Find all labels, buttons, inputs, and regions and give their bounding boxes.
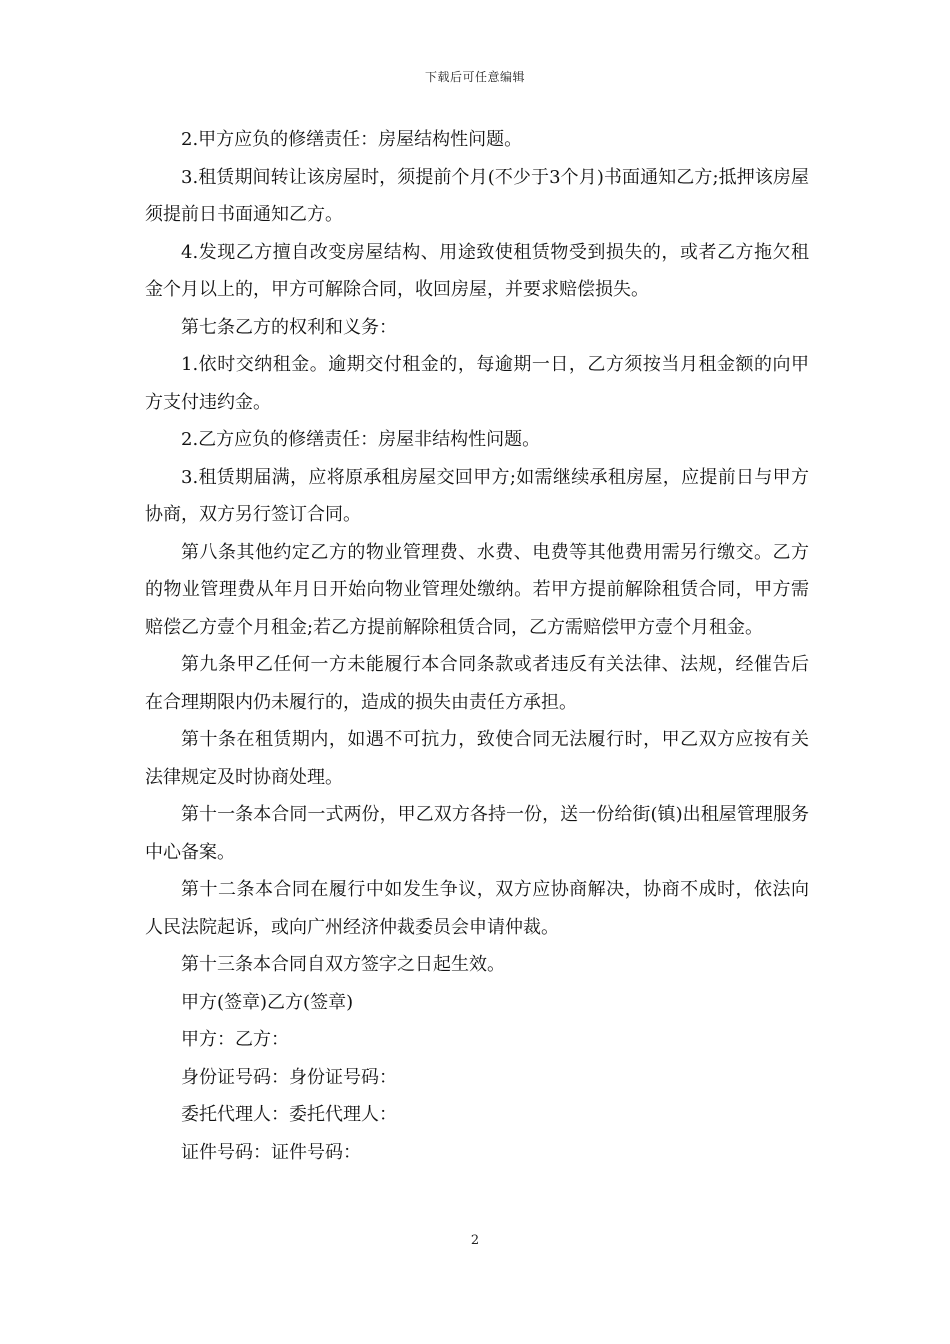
paragraph: 2.乙方应负的修缮责任：房屋非结构性问题。 <box>181 429 541 450</box>
signature-line: 委托代理人：委托代理人： <box>181 1104 397 1125</box>
paragraph: 第十一条本合同一式两份，甲乙双方各持一份，送一份给街(镇)出租屋管理服务中心备案。 <box>145 804 809 863</box>
page-header-note: 下载后可任意编辑 <box>424 70 525 84</box>
paragraph: 2.甲方应负的修缮责任：房屋结构性问题。 <box>181 129 523 150</box>
contract-body <box>145 121 809 1171</box>
signature-line: 甲方(签章)乙方(签章) <box>181 991 354 1013</box>
paragraph: 4.发现乙方擅自改变房屋结构、用途致使租赁物受到损失的，或者乙方拖欠租金个月以上的，甲方可解除合同，收回房屋，并要求赔偿损失。 <box>145 241 809 300</box>
page-number: 2 <box>470 1233 480 1248</box>
paragraph: 第十条在租赁期内，如遇不可抗力，致使合同无法履行时，甲乙双方应按有关法律规定及时协商处理。 <box>145 729 809 788</box>
paragraph: 第九条甲乙任何一方未能履行本合同条款或者违反有关法律、法规，经催告后在合理期限内仍未履行的，造成的损失由责任方承担。 <box>145 654 809 713</box>
paragraph: 第七条乙方的权利和义务： <box>181 316 397 338</box>
signature-line: 身份证号码：身份证号码： <box>181 1066 397 1088</box>
paragraph: 第十三条本合同自双方签字之日起生效。 <box>181 954 505 975</box>
paragraph: 3.租赁期届满，应将原承租房屋交回甲方;如需继续承租房屋，应提前日与甲方协商，双方另行签订合同。 <box>145 466 809 525</box>
paragraph: 1.依时交纳租金。逾期交付租金的，每逾期一日，乙方须按当月租金额的向甲方支付违约金。 <box>145 354 809 413</box>
paragraph: 3.租赁期间转让该房屋时，须提前个月(不少于3个月)书面通知乙方;抵押该房屋须提前日书面通知乙方。 <box>145 166 809 225</box>
signature-line: 甲方：乙方： <box>181 1029 289 1050</box>
paragraph: 第十二条本合同在履行中如发生争议，双方应协商解决，协商不成时，依法向人民法院起诉，或向广州经济仲裁委员会申请仲裁。 <box>145 879 809 938</box>
paragraph: 第八条其他约定乙方的物业管理费、水费、电费等其他费用需另行缴交。乙方的物业管理费从年月日开始向物业管理处缴纳。若甲方提前解除租赁合同，甲方需赔偿乙方壹个月租金;若乙方提前解除租赁合同，乙方需赔偿甲方壹个月租金。 <box>145 541 809 638</box>
signature-line: 证件号码：证件号码： <box>181 1141 361 1163</box>
